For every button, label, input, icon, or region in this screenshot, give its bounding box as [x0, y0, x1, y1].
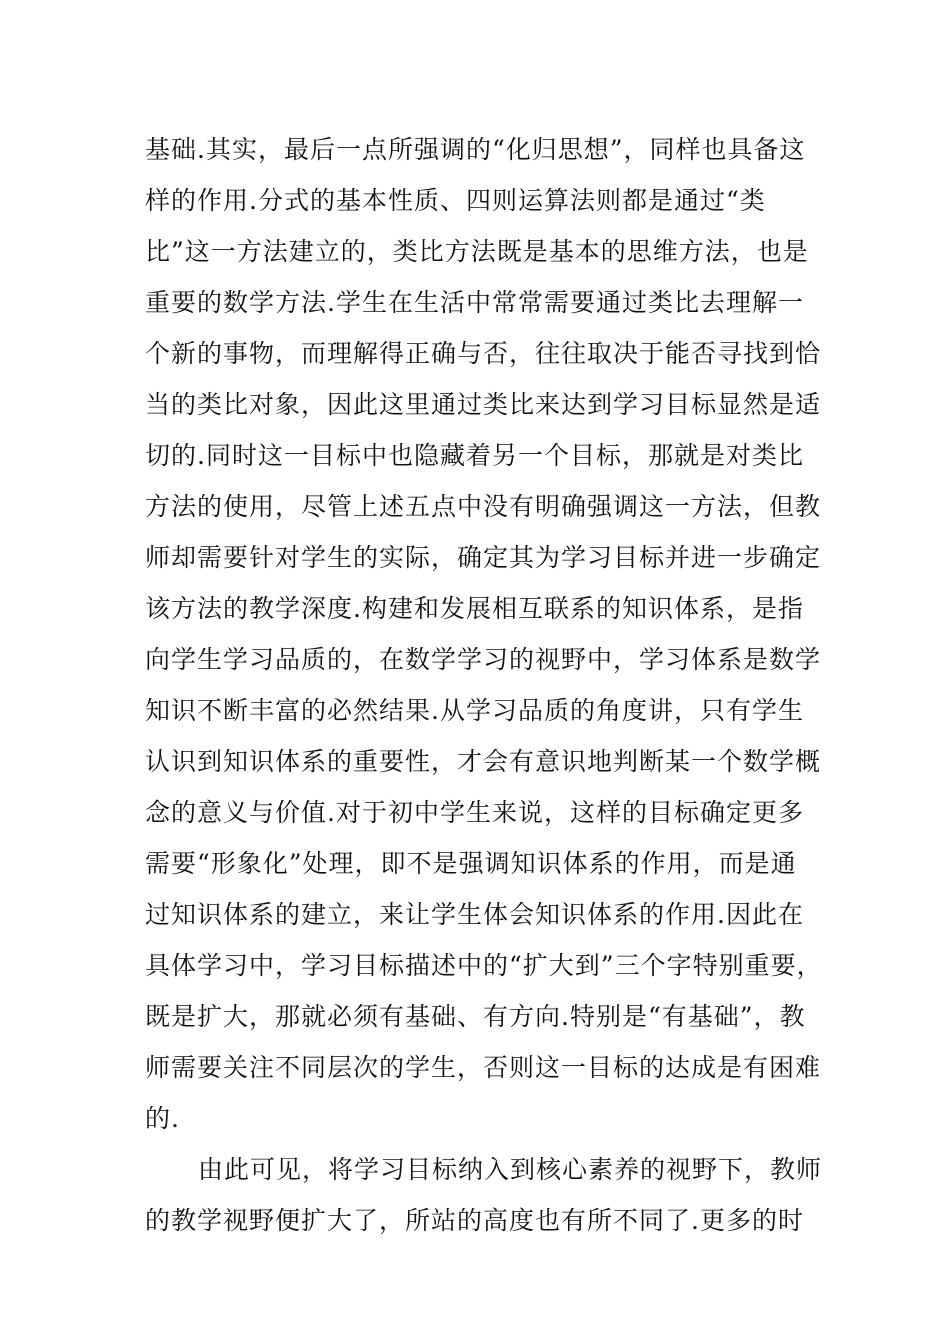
text-line: 具体学习中，学习目标描述中的“扩大到”三个字特别重要， [145, 951, 823, 980]
text-line: 基础.其实，最后一点所强调的“化归思想”，同样也具备这 [145, 135, 806, 164]
text-line: 个新的事物，而理解得正确与否，往往取决于能否寻找到恰 [145, 339, 822, 368]
text-line: 的教学视野便扩大了，所站的高度也有所不同了.更多的时 [145, 1206, 804, 1235]
text-line: 方法的使用，尽管上述五点中没有明确强调这一方法，但教 [145, 492, 822, 521]
text-line: 需要“形象化”处理，即不是强调知识体系的作用，而是通 [145, 849, 797, 878]
text-line: 过知识体系的建立，来让学生体会知识体系的作用.因此在 [145, 900, 804, 929]
text-line: 师却需要针对学生的实际，确定其为学习目标并进一步确定 [145, 543, 822, 572]
text-line: 师需要关注不同层次的学生，否则这一目标的达成是有困难 [145, 1053, 822, 1082]
text-line: 的. [145, 1104, 180, 1133]
text-line: 当的类比对象，因此这里通过类比来达到学习目标显然是适 [145, 390, 822, 419]
text-line: 重要的数学方法.学生在生活中常常需要通过类比去理解一 [145, 288, 804, 317]
text-line: 样的作用.分式的基本性质、四则运算法则都是通过“类 [145, 186, 766, 215]
text-line: 知识不断丰富的必然结果.从学习品质的角度讲，只有学生 [145, 696, 804, 725]
text-line: 切的.同时这一目标中也隐藏着另一个目标，那就是对类比 [145, 441, 804, 470]
paragraph-start-line: 由此可见，将学习目标纳入到核心素养的视野下，教师 [198, 1155, 823, 1184]
text-line: 认识到知识体系的重要性，才会有意识地判断某一个数学概 [145, 747, 822, 776]
text-line: 比”这一方法建立的，类比方法既是基本的思维方法，也是 [145, 237, 809, 266]
text-line: 念的意义与价值.对于初中学生来说，这样的目标确定更多 [145, 798, 804, 827]
text-line: 向学生学习品质的，在数学学习的视野中，学习体系是数学 [145, 645, 822, 674]
text-line: 该方法的教学深度.构建和发展相互联系的知识体系，是指 [145, 594, 804, 623]
text-line: 既是扩大，那就必须有基础、有方向.特别是“有基础”，教 [145, 1002, 806, 1031]
